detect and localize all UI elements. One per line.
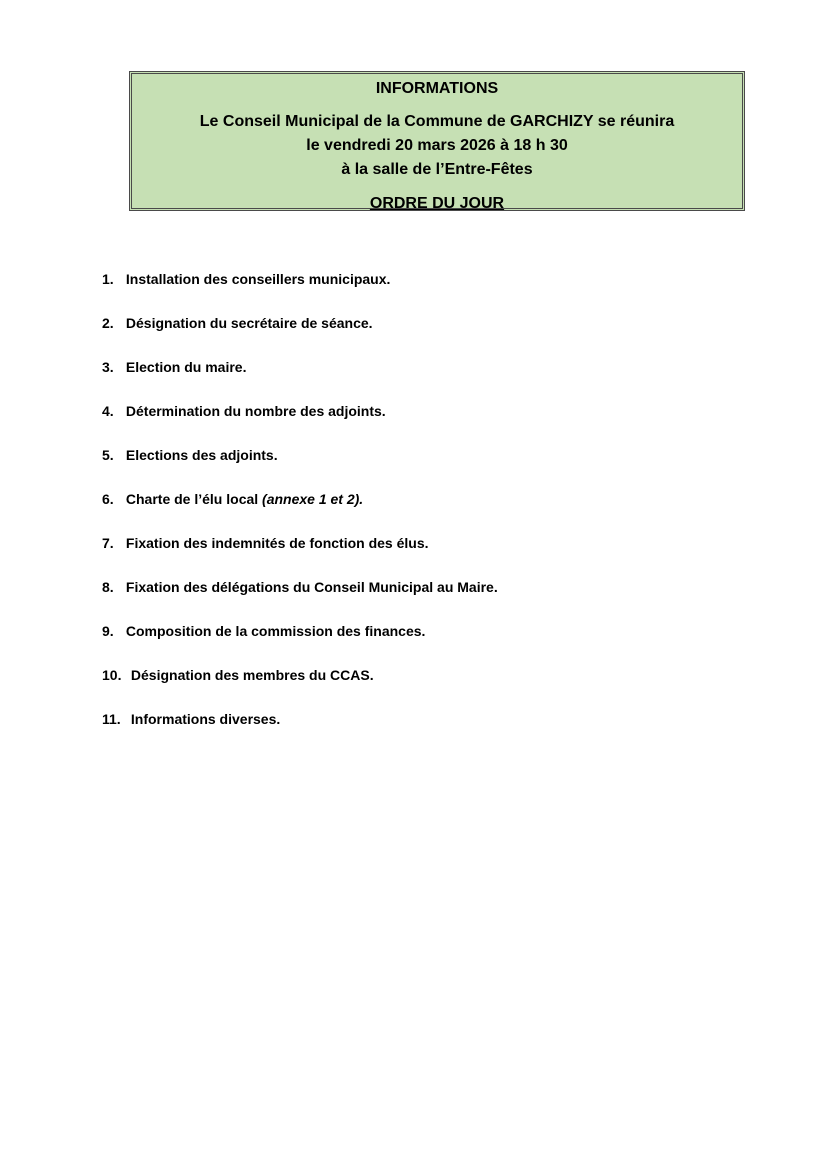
agenda-item (102, 578, 498, 596)
agenda-item (102, 358, 246, 376)
agenda-item-number: 8. (102, 579, 114, 595)
agenda-item-number: 6. (102, 491, 114, 507)
agenda-item-text: Charte de l’élu local (125, 491, 259, 507)
agenda-item-text: Fixation des indemnités de fonction des élus. (125, 535, 429, 551)
agenda-item (102, 534, 429, 552)
agenda-item-number: 5. (102, 447, 114, 463)
agenda-item (102, 710, 280, 728)
header-date-line: le vendredi 20 mars 2026 à 18 h 30 (306, 137, 568, 154)
agenda-item (102, 446, 278, 464)
agenda-item-text: Installation des conseillers municipaux. (125, 271, 391, 287)
agenda-item-number: 3. (102, 359, 114, 375)
agenda-item (102, 666, 374, 684)
agenda-item-text: Informations diverses. (130, 711, 281, 727)
info-header-box (129, 71, 745, 211)
agenda-title: ORDRE DU JOUR (369, 195, 505, 212)
agenda-item (102, 402, 386, 420)
agenda-item-number: 4. (102, 403, 114, 419)
header-council-line: Le Conseil Municipal de la Commune de GARCHIZY se réunira (199, 113, 675, 130)
agenda-item-text: Election du maire. (125, 359, 247, 375)
agenda-item-number: 9. (102, 623, 114, 639)
agenda-item-text: Composition de la commission des finances. (125, 623, 426, 639)
agenda-item-text: Détermination du nombre des adjoints. (125, 403, 386, 419)
agenda-item-annex-note: (annexe 1 et 2). (262, 491, 364, 507)
agenda-item-text: Elections des adjoints. (125, 447, 278, 463)
agenda-item-number: 7. (102, 535, 114, 551)
agenda-item-text: Désignation du secrétaire de séance. (125, 315, 373, 331)
header-title: INFORMATIONS (375, 80, 499, 97)
agenda-item-number: 1. (102, 271, 114, 287)
agenda-item-text: Fixation des délégations du Conseil Municipal au Maire. (125, 579, 498, 595)
agenda-item-text: Désignation des membres du CCAS. (130, 667, 374, 683)
header-venue-line: à la salle de l’Entre-Fêtes (341, 161, 533, 178)
agenda-item-number: 10. (102, 667, 122, 683)
agenda-item (102, 622, 425, 640)
agenda-item-number: 11. (102, 711, 121, 727)
agenda-item-number: 2. (102, 315, 114, 331)
agenda-item (102, 490, 363, 508)
agenda-item (102, 270, 390, 288)
agenda-item (102, 314, 373, 332)
